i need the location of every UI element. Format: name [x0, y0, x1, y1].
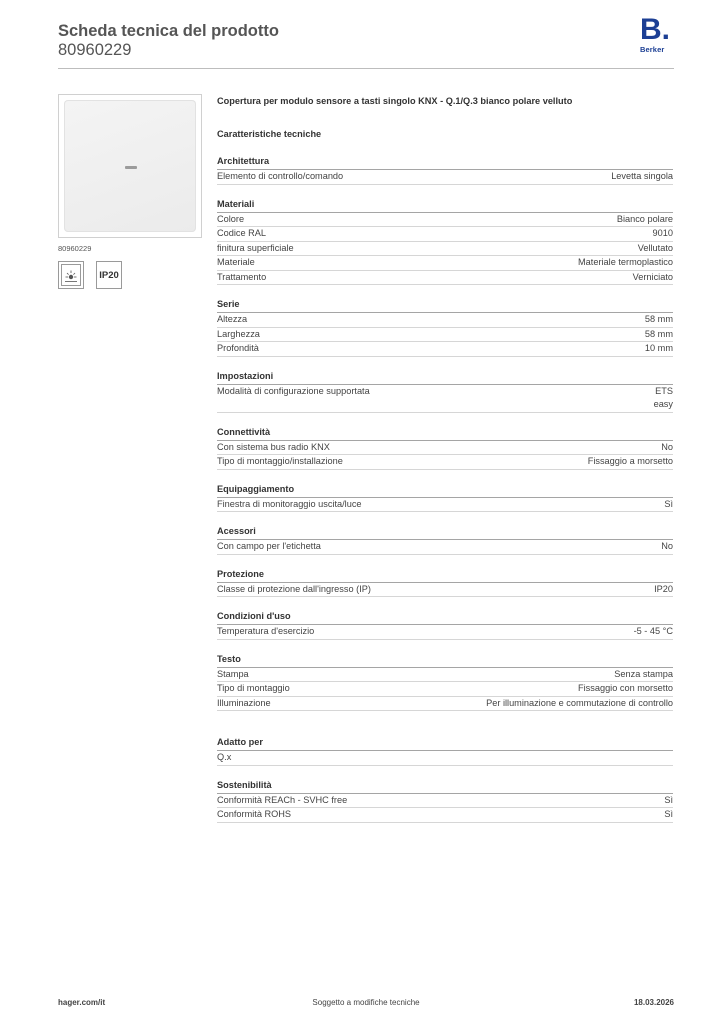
page-title: Scheda tecnica del prodotto	[58, 22, 279, 40]
footer-note: Soggetto a modifiche tecniche	[312, 998, 420, 1007]
spec-heading: Caratteristiche tecniche	[217, 129, 322, 139]
spec-row	[217, 625, 673, 640]
spec-value	[634, 625, 673, 639]
light-indicator-icon	[58, 261, 84, 289]
spec-value	[654, 385, 673, 412]
spec-value-line: Per illuminazione e commutazione di controllo	[486, 697, 673, 708]
image-caption-code: 80960229	[58, 244, 92, 253]
spec-value	[664, 808, 673, 822]
spec-section	[217, 568, 673, 598]
brand-name: Berker	[640, 45, 665, 54]
spec-value-line: easy	[653, 399, 673, 409]
spec-value-line: ETS	[655, 385, 673, 396]
spec-value-line: No	[661, 541, 673, 551]
spec-label: Classe di protezione dall'ingresso (IP)	[217, 583, 371, 594]
spec-label: Larghezza	[217, 328, 260, 339]
spec-section	[217, 426, 673, 470]
spec-value-line: Vellutato	[637, 242, 673, 253]
berker-logo	[640, 13, 674, 54]
spec-value	[664, 794, 673, 808]
spec-label: Profondità	[217, 343, 259, 353]
spec-section	[217, 298, 673, 357]
spec-value	[633, 271, 673, 285]
spec-value	[645, 328, 673, 342]
spec-row	[217, 342, 673, 357]
spec-section	[217, 653, 673, 712]
spec-value	[645, 342, 673, 356]
spec-row	[217, 583, 673, 598]
spec-label: Conformità REACh - SVHC free	[217, 794, 348, 805]
spec-row	[217, 794, 673, 809]
spec-value-line: No	[661, 441, 673, 452]
product-description: Copertura per modulo sensore a tasti singolo KNX - Q.1/Q.3 bianco polare velluto	[217, 96, 573, 106]
spec-value-line: 10 mm	[644, 343, 673, 353]
spec-label: Q.x	[217, 752, 232, 762]
spec-value-line: Sì	[664, 794, 673, 805]
spec-section	[217, 198, 673, 286]
section-title: Serie	[217, 298, 673, 313]
spec-label: Finestra di monitoraggio uscita/luce	[217, 498, 362, 509]
lamp-icon	[62, 265, 80, 285]
footer-website: hager.com/it	[58, 998, 106, 1007]
spec-label: Temperatura d'esercizio	[217, 626, 315, 636]
spec-value	[654, 583, 673, 597]
spec-row	[217, 668, 673, 683]
section-title: Equipaggiamento	[217, 483, 673, 498]
spec-label: Colore	[217, 213, 245, 224]
spec-value	[578, 682, 673, 696]
spec-row	[217, 271, 673, 286]
spec-value	[588, 455, 673, 469]
product-image	[58, 94, 202, 238]
spec-label: Trattamento	[217, 271, 267, 282]
spec-row	[217, 498, 673, 513]
section-title: Impostazioni	[217, 370, 673, 385]
spec-value	[661, 540, 673, 554]
section-title: Acessori	[217, 525, 673, 540]
cover-plate	[64, 100, 196, 232]
spec-value-line: -5 - 45 °C	[633, 626, 673, 636]
spec-value	[653, 227, 673, 241]
spec-label: finitura superficiale	[217, 242, 294, 253]
spec-value-line: Fissaggio con morsetto	[578, 683, 673, 693]
spec-value-line: 9010	[652, 228, 673, 238]
spec-value	[664, 498, 673, 512]
spec-label: Tipo di montaggio	[217, 683, 290, 693]
spec-value	[578, 256, 673, 270]
spec-value-line: Levetta singola	[611, 171, 673, 181]
product-code: 80960229	[58, 41, 132, 59]
section-title: Sostenibilità	[217, 779, 673, 794]
ip-rating-badge: IP20	[96, 261, 122, 289]
led-window	[125, 166, 137, 169]
spec-section	[217, 736, 673, 766]
spec-row	[217, 751, 673, 766]
spec-section	[217, 525, 673, 555]
spec-value-line: 58 mm	[644, 328, 673, 339]
spec-value-line: Materiale termoplastico	[578, 257, 673, 267]
spec-value-line: Senza stampa	[614, 668, 673, 679]
spec-value	[645, 313, 673, 327]
section-title: Materiali	[217, 198, 673, 213]
spec-row	[217, 242, 673, 257]
section-title: Architettura	[217, 155, 673, 170]
spec-row	[217, 313, 673, 328]
brand-mark: B.	[640, 13, 670, 46]
spec-row	[217, 213, 673, 228]
spec-label: Stampa	[217, 668, 249, 679]
spec-value-line: IP20	[654, 583, 673, 594]
section-title: Connettività	[217, 426, 673, 441]
spec-value-line: Fissaggio a morsetto	[587, 456, 673, 466]
spec-value	[614, 668, 673, 682]
spec-value	[638, 242, 673, 256]
spec-section	[217, 155, 673, 185]
footer-date: 18.03.2026	[633, 998, 674, 1007]
spec-row	[217, 540, 673, 555]
spec-section	[217, 370, 673, 413]
section-title: Protezione	[217, 568, 673, 583]
spec-label: Con sistema bus radio KNX	[217, 441, 330, 452]
spec-value	[661, 441, 673, 455]
spec-row	[217, 808, 673, 823]
spec-label: Tipo di montaggio/installazione	[217, 456, 343, 466]
spec-label: Altezza	[217, 314, 248, 324]
document-header	[58, 22, 279, 60]
spec-value-line: Sì	[664, 809, 673, 819]
spec-sections	[217, 155, 673, 823]
spec-row	[217, 441, 673, 456]
spec-row	[217, 697, 673, 712]
spec-label: Elemento di controllo/comando	[217, 171, 344, 181]
spec-value-line: Sì	[664, 498, 673, 509]
spec-value-line: 58 mm	[644, 314, 673, 324]
spec-value-line: Verniciato	[632, 271, 673, 282]
spec-value	[617, 213, 673, 227]
spec-label: Con campo per l'etichetta	[217, 541, 321, 551]
spec-section	[217, 779, 673, 823]
spec-label: Codice RAL	[217, 228, 267, 238]
spec-label: Illuminazione	[217, 697, 271, 708]
spec-row	[217, 682, 673, 697]
spec-row	[217, 227, 673, 242]
spec-row	[217, 170, 673, 185]
section-title: Adatto per	[217, 736, 673, 751]
spec-value	[486, 697, 673, 711]
section-title: Condizioni d'uso	[217, 610, 673, 625]
spec-content	[217, 95, 673, 823]
spec-row	[217, 256, 673, 271]
spec-row	[217, 455, 673, 470]
spec-label: Conformità ROHS	[217, 809, 292, 819]
spec-value	[611, 170, 673, 184]
spec-section	[217, 610, 673, 640]
header-divider	[58, 68, 674, 69]
spec-section	[217, 483, 673, 513]
spec-value-line: Bianco polare	[616, 213, 673, 224]
spec-label: Materiale	[217, 257, 255, 267]
spec-row	[217, 328, 673, 343]
spec-row	[217, 385, 673, 413]
section-title: Testo	[217, 653, 673, 668]
spec-label: Modalità di configurazione supportata	[217, 385, 370, 396]
